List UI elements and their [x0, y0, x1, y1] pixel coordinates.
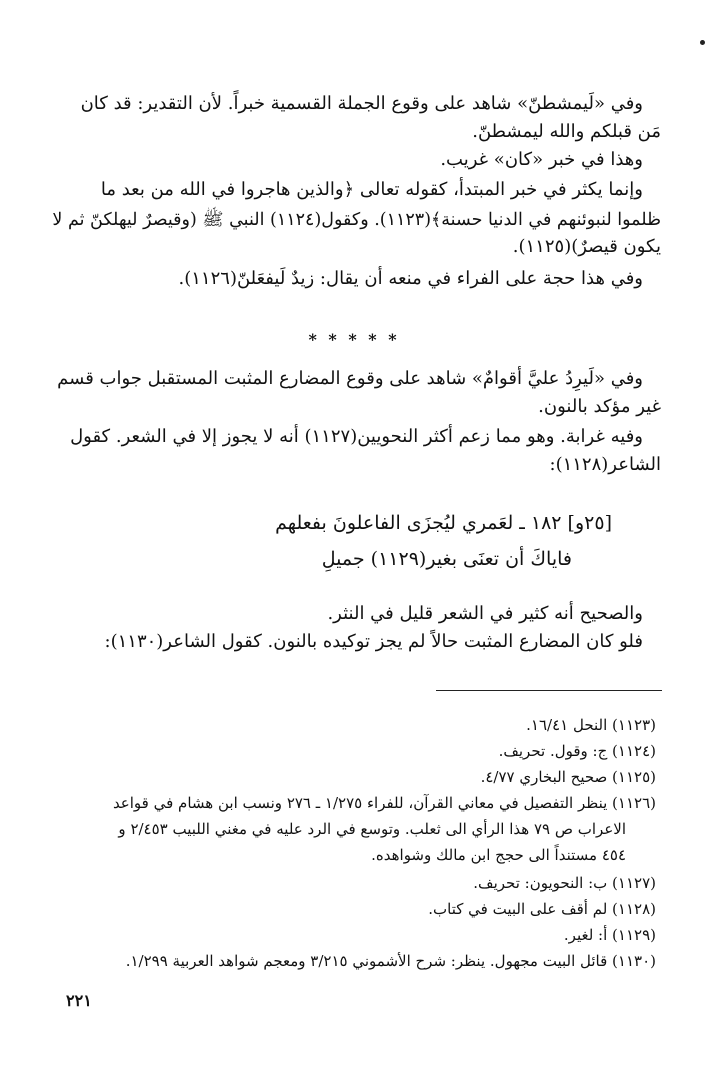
body-line-1: وفي «لَيمشطنّ» شاهد على وقوع الجملة القسمية خبراً. لأن التقدير: قد كان: [80, 93, 643, 114]
body-line-6: يكون قيصرٌ)(١١٢٥).: [512, 236, 661, 257]
footnote-1127: (١١٢٧) ب: النحويون: تحريف.: [473, 874, 656, 892]
footnote-1124: (١١٢٤) ج: وقول. تحريف.: [498, 742, 656, 760]
section-separator: * * * * *: [308, 330, 400, 349]
footnote-divider: [436, 690, 662, 691]
body-line-12: والصحيح أنه كثير في الشعر قليل في النثر.: [327, 603, 643, 624]
poem-verse-1: [٢٥و] ١٨٢ ـ لعَمري ليُجزَى الفاعلونَ بفعلهم: [275, 512, 612, 534]
footnote-1123: (١١٢٣) النحل ١٦/٤١.: [526, 716, 656, 734]
footnote-1130: (١١٣٠) قائل البيت مجهول. ينظر: شرح الأشموني ٣/٢١٥ ومعجم شواهد العربية ١/٢٩٩.: [125, 952, 656, 970]
footnote-1126: (١١٢٦) ينظر التفصيل في معاني القرآن، للفراء ١/٢٧٥ ـ ٢٧٦ ونسب ابن هشام في قواعد: [112, 794, 656, 812]
body-line-4: وإنما يكثر في خبر المبتدأ، كقوله تعالى ﴿والذين هاجروا في الله من بعد ما: [100, 179, 643, 200]
body-line-13: فلو كان المضارع المثبت حالاً لم يجز توكيده بالنون. كقول الشاعر(١١٣٠):: [104, 631, 643, 652]
footnote-1129: (١١٢٩) أ: لغير.: [563, 926, 656, 944]
page-number: ٢٢١: [66, 991, 92, 1010]
footnote-1128: (١١٢٨) لم أقف على البيت في كتاب.: [428, 900, 656, 918]
body-line-10: وفيه غرابة. وهو مما زعم أكثر النحويين(١١٢٧) أنه لا يجوز إلا في الشعر. كقول: [70, 426, 643, 447]
body-line-5: ظلموا لنبوئنهم في الدنيا حسنة﴾(١١٢٣). وكقول(١١٢٤) النبي ﷺ (وقيصرٌ ليهلكنّ ثم لا: [52, 210, 661, 230]
footnote-1125: (١١٢٥) صحيح البخاري ٤/٧٧.: [480, 768, 656, 786]
margin-mark: [700, 40, 705, 45]
footnote-1126-cont-2: ٤٥٤ مستنداً الى حجج ابن مالك وشواهده.: [371, 846, 626, 864]
body-line-2: مَن قبلكم والله ليمشطنّ.: [472, 121, 661, 142]
footnote-1126-cont-1: الاعراب ص ٧٩ هذا الرأي الى ثعلب. وتوسع في الرد عليه في مغني اللبيب ٢/٤٥٣ و: [118, 820, 626, 838]
body-line-8: وفي «لَيرِدُ عليَّ أقوامٌ» شاهد على وقوع المضارع المثبت المستقبل جواب قسم: [57, 368, 643, 389]
body-line-7: وفي هذا حجة على الفراء في منعه أن يقال: زيدٌ لَيفعَلنّ(١١٢٦).: [178, 268, 643, 289]
poem-verse-2: فاياكَ أن تعنَى بغير(١١٢٩) جميلِ: [321, 548, 572, 570]
body-line-3: وهذا في خبر «كان» غريب.: [440, 149, 643, 170]
body-line-9: غير مؤكد بالنون.: [538, 396, 661, 417]
body-line-11: الشاعر(١١٢٨):: [549, 454, 661, 475]
